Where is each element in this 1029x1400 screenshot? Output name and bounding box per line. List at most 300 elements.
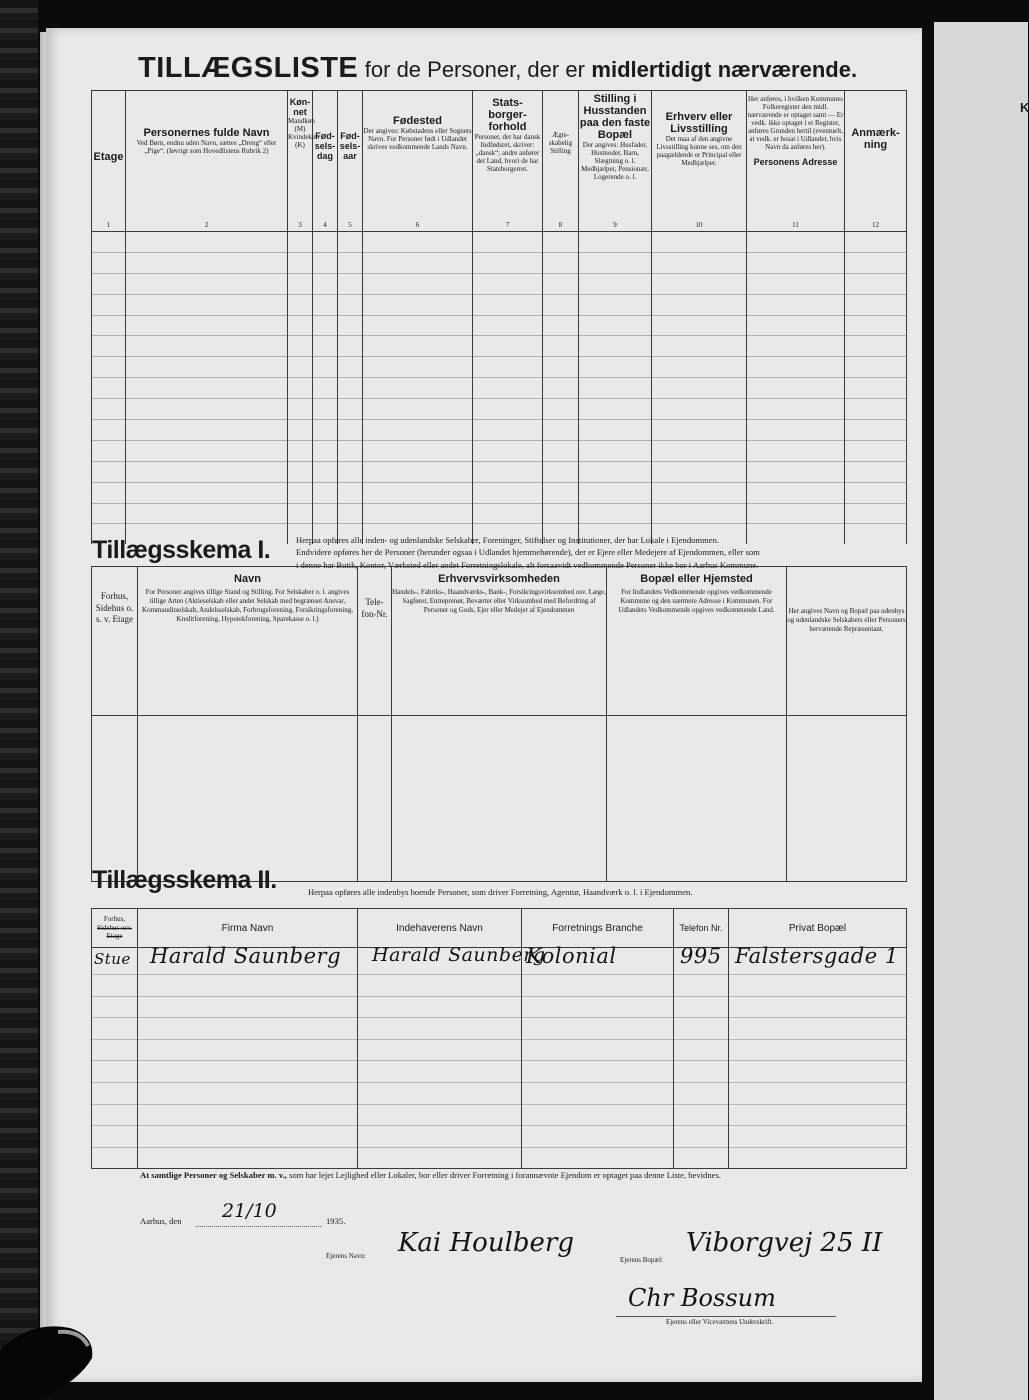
table-cell xyxy=(747,252,845,273)
table-cell xyxy=(92,1061,138,1083)
table-cell xyxy=(522,1018,674,1040)
table-row xyxy=(92,1082,907,1104)
table-cell xyxy=(674,1018,729,1040)
table-cell xyxy=(543,503,579,524)
col-privat-bopael: Privat Bopæl xyxy=(729,909,907,948)
date-line xyxy=(196,1226,321,1227)
table-cell xyxy=(288,378,313,399)
table-cell xyxy=(313,399,338,420)
table-cell xyxy=(338,357,363,378)
table-cell xyxy=(126,440,288,461)
table-header-row xyxy=(92,567,907,716)
table-cell xyxy=(92,482,126,503)
table-cell xyxy=(787,834,907,858)
table-cell xyxy=(787,716,907,740)
table-cell xyxy=(338,273,363,294)
col-foedselsaar: Fød-sels-aar 5 xyxy=(338,91,363,232)
table-cell xyxy=(358,1039,522,1061)
table-cell xyxy=(92,503,126,524)
table-cell xyxy=(338,399,363,420)
table-cell xyxy=(338,461,363,482)
table-cell xyxy=(652,399,747,420)
table-cell xyxy=(522,1104,674,1126)
table-cell xyxy=(652,503,747,524)
table-cell xyxy=(729,1126,907,1148)
owner-address-label: Ejerens Bopæl: xyxy=(620,1256,663,1264)
table-cell xyxy=(747,420,845,441)
table-cell xyxy=(363,503,473,524)
table-cell xyxy=(358,975,522,997)
table-cell xyxy=(473,482,543,503)
table-row xyxy=(92,1104,907,1126)
table-row xyxy=(92,399,907,420)
entry-floor: Stue xyxy=(94,950,131,968)
table-cell xyxy=(652,378,747,399)
table-cell xyxy=(313,232,338,253)
table-cell xyxy=(747,440,845,461)
table-cell xyxy=(358,1126,522,1148)
table-cell xyxy=(138,1126,358,1148)
col-stilling-husstand: Stilling i Husstanden paa den faste Bopæl Der angives: Husfader, Husmoder, Barn, Slægtning o. l. Medhjælper, Pensionær, Logerende o. l. 9 xyxy=(579,91,652,232)
ledger-page xyxy=(46,28,922,1382)
table-row xyxy=(92,948,907,975)
entry-phone: 995 xyxy=(680,944,722,968)
table-cell xyxy=(392,834,607,858)
table-cell xyxy=(845,440,907,461)
table-cell xyxy=(92,975,138,997)
table-cell xyxy=(138,810,358,834)
col-repraesentant: Her angives Navn og Bopæl paa udenbys og udenlandske Selskabers eller Personers herværende Repræsentant. xyxy=(787,567,907,716)
table-cell xyxy=(543,357,579,378)
table-cell xyxy=(358,787,392,811)
table-cell xyxy=(674,1104,729,1126)
table-cell xyxy=(288,273,313,294)
table-cell xyxy=(313,336,338,357)
table-cell xyxy=(358,1104,522,1126)
table-cell xyxy=(522,996,674,1018)
table-cell xyxy=(363,273,473,294)
table-cell xyxy=(358,1018,522,1040)
table-cell xyxy=(845,232,907,253)
table-cell xyxy=(473,378,543,399)
table-cell xyxy=(787,763,907,787)
table-cell xyxy=(747,315,845,336)
table-cell xyxy=(138,740,358,764)
table-cell xyxy=(747,294,845,315)
table-cell xyxy=(845,482,907,503)
table-row xyxy=(92,440,907,461)
signature-line xyxy=(616,1316,836,1317)
table-cell xyxy=(313,461,338,482)
table-cell xyxy=(473,420,543,441)
page-title: TILLÆGSLISTE for de Personer, der er midlertidigt nærværende. xyxy=(138,52,858,84)
table-row xyxy=(92,740,907,764)
table-cell xyxy=(92,252,126,273)
table-cell xyxy=(126,252,288,273)
table-cell xyxy=(543,252,579,273)
table-cell xyxy=(338,503,363,524)
table-cell xyxy=(126,420,288,441)
table-cell xyxy=(92,315,126,336)
table-cell xyxy=(92,787,138,811)
table-cell xyxy=(579,420,652,441)
table-cell xyxy=(845,357,907,378)
table-cell xyxy=(473,440,543,461)
table-cell xyxy=(579,378,652,399)
table-cell xyxy=(338,440,363,461)
table-cell xyxy=(845,294,907,315)
col-foedested: Fødested Der angives: Købstadens eller Sognets Navn. For Personer født i Udlandet skrives vedkommende Lands Navn. 6 xyxy=(363,91,473,232)
owner-name-label: Ejerens Navn: xyxy=(326,1252,366,1260)
table-cell xyxy=(363,482,473,503)
table-cell xyxy=(338,232,363,253)
table-cell xyxy=(338,420,363,441)
table-cell xyxy=(126,315,288,336)
table-cell xyxy=(747,482,845,503)
table-cell xyxy=(579,440,652,461)
table-row xyxy=(92,1061,907,1083)
table-cell xyxy=(747,357,845,378)
col-navn: Navn For Personer angives tillige Stand og Stilling. For Selskaber o. l. angives tillige Arten (Aktieselskab eller andet Selskab med begrænset Ansvar, Kommanditselskab, Andelsselskab, Forbrugsforening, Forsikringsforening, Kreditforening, Hypotekforening, Sparekasse o. l.) xyxy=(138,567,358,716)
page-corner-clip xyxy=(0,1310,110,1400)
entry-firm: Harald Saunberg xyxy=(150,944,342,968)
table-cell xyxy=(473,232,543,253)
table-cell xyxy=(313,440,338,461)
table-cell xyxy=(358,996,522,1018)
table-cell xyxy=(126,461,288,482)
table-cell xyxy=(607,716,787,740)
table-cell xyxy=(313,273,338,294)
table-cell xyxy=(522,1126,674,1148)
table-cell xyxy=(138,787,358,811)
table-cell xyxy=(392,810,607,834)
table-cell xyxy=(92,834,138,858)
table-cell xyxy=(674,1147,729,1169)
table-cell xyxy=(126,482,288,503)
table-cell xyxy=(652,252,747,273)
table-cell xyxy=(392,787,607,811)
table-cell xyxy=(392,763,607,787)
table-cell xyxy=(543,399,579,420)
entry-branch: Kolonial xyxy=(526,944,617,968)
owner-name: Kai Houlberg xyxy=(398,1228,574,1258)
table-cell xyxy=(358,1061,522,1083)
table-cell xyxy=(522,1147,674,1169)
table-cell xyxy=(543,336,579,357)
table-cell xyxy=(543,294,579,315)
table-cell xyxy=(92,1147,138,1169)
table-row xyxy=(92,357,907,378)
table-cell xyxy=(288,440,313,461)
table-cell xyxy=(288,503,313,524)
table-cell xyxy=(674,1126,729,1148)
table-row xyxy=(92,787,907,811)
table-cell xyxy=(358,763,392,787)
table-cell xyxy=(126,273,288,294)
table-cell xyxy=(579,399,652,420)
table-cell xyxy=(607,740,787,764)
table-header-row xyxy=(92,909,907,948)
col-navn: Personernes fulde Navn Ved Børn, endnu uden Navn, sættes „Dreng“ eller „Pige“. (Iøvrigt som Hovedlistens Rubrik 2) 2 xyxy=(126,91,288,232)
table-row xyxy=(92,1018,907,1040)
table-cell xyxy=(674,1061,729,1083)
table-cell xyxy=(92,461,126,482)
table-cell xyxy=(747,232,845,253)
table-cell xyxy=(652,315,747,336)
table-row xyxy=(92,232,907,253)
table-row xyxy=(92,503,907,524)
table-cell xyxy=(138,716,358,740)
col-statsborgerforhold: Stats-borger-forhold Personer, der har dansk Indfødsret, skriver: „dansk“; andre anfører det Land, hvori de har Statsborgerret. 7 xyxy=(473,91,543,232)
table-cell xyxy=(313,252,338,273)
table-cell xyxy=(729,975,907,997)
book-binding xyxy=(0,0,38,1400)
table-cell xyxy=(138,996,358,1018)
table-cell xyxy=(138,763,358,787)
table-cell xyxy=(652,357,747,378)
table-cell xyxy=(338,482,363,503)
footer-year: 1935. xyxy=(326,1216,346,1226)
table-cell xyxy=(729,1039,907,1061)
table-row xyxy=(92,834,907,858)
table-cell xyxy=(747,273,845,294)
table-cell xyxy=(363,378,473,399)
col-foedselsdag: Fød-sels-dag 4 xyxy=(313,91,338,232)
table-cell xyxy=(92,996,138,1018)
table-cell xyxy=(652,294,747,315)
table-cell xyxy=(522,1039,674,1061)
table-cell xyxy=(288,252,313,273)
table-cell xyxy=(845,503,907,524)
table-cell xyxy=(92,1082,138,1104)
table-row xyxy=(92,1147,907,1169)
table-cell xyxy=(338,252,363,273)
table-cell xyxy=(92,763,138,787)
table-cell xyxy=(92,336,126,357)
col-forretnings-branche: Forretnings Branche xyxy=(522,909,674,948)
table-cell xyxy=(729,996,907,1018)
footer-statement: At samtlige Personer og Selskaber m. v., som har lejet Lejlighed eller Lokaler, bor eller driver Forretning i forannævnte Ejendom er optaget paa denne Liste, bevidnes. xyxy=(140,1170,721,1180)
table-cell xyxy=(338,294,363,315)
table-cell xyxy=(313,357,338,378)
table-cell xyxy=(313,315,338,336)
table-cell xyxy=(358,810,392,834)
table-header-row xyxy=(92,91,907,232)
skema2-rows xyxy=(92,975,907,1169)
table-cell xyxy=(652,232,747,253)
table-cell xyxy=(747,378,845,399)
table-row xyxy=(92,294,907,315)
table-cell xyxy=(358,740,392,764)
table-cell xyxy=(845,315,907,336)
table-cell xyxy=(607,763,787,787)
table-cell xyxy=(543,315,579,336)
table-cell xyxy=(543,378,579,399)
table-cell xyxy=(845,252,907,273)
table-cell xyxy=(543,232,579,253)
footer-city: Aarhus, den xyxy=(140,1216,182,1226)
table-cell xyxy=(729,1082,907,1104)
table-cell xyxy=(674,975,729,997)
table-cell xyxy=(579,315,652,336)
table-cell xyxy=(607,834,787,858)
table-cell xyxy=(92,378,126,399)
table-row xyxy=(92,336,907,357)
table-cell xyxy=(543,461,579,482)
table-cell xyxy=(92,294,126,315)
skema2-table xyxy=(91,908,907,1169)
table-cell xyxy=(473,315,543,336)
table-cell xyxy=(126,503,288,524)
signature-label: Ejerens eller Viceværtens Underskrift. xyxy=(666,1318,774,1326)
table-cell xyxy=(607,810,787,834)
table-cell xyxy=(363,294,473,315)
table-cell xyxy=(543,482,579,503)
table-cell xyxy=(358,834,392,858)
col-telefon: Tele-fon-Nr. xyxy=(358,567,392,716)
table-cell xyxy=(543,420,579,441)
table-cell xyxy=(313,420,338,441)
col-firma-navn: Firma Navn xyxy=(138,909,358,948)
table-cell xyxy=(787,787,907,811)
table-cell xyxy=(543,273,579,294)
table-cell xyxy=(845,273,907,294)
table-row xyxy=(92,975,907,997)
table-cell xyxy=(92,273,126,294)
table-cell xyxy=(138,975,358,997)
table-cell xyxy=(652,461,747,482)
table-cell xyxy=(473,357,543,378)
table-row xyxy=(92,482,907,503)
table-cell xyxy=(358,1147,522,1169)
col-adresse: Her anføres, i hvilken Kommunes Folkeregister den midl. nærværende er optaget samt — Er vedk. ikke optaget i et Register, anføres Grunden hertil (eventuelt, at vedk. er bosat i Udlandet, hvis Navn da anføres her). Personens Adresse 11 xyxy=(747,91,845,232)
table-row xyxy=(92,273,907,294)
table-row xyxy=(92,378,907,399)
table-cell xyxy=(126,378,288,399)
table-cell xyxy=(522,975,674,997)
table-cell xyxy=(288,336,313,357)
table-cell xyxy=(92,399,126,420)
table-cell xyxy=(543,440,579,461)
table-cell xyxy=(363,357,473,378)
table-cell xyxy=(845,420,907,441)
col-erhvervsvirksomheden: Erhvervsvirksomheden Handels-, Fabriks-, Haandværks-, Bank-, Forsikringsvirksomhed osv. Læge, Sagfører, Entreprenør, Beværter eller Virksomhed med Befordring af Personer og Gods, Ejer eller Medejer af Ejendommen xyxy=(392,567,607,716)
table-cell xyxy=(126,294,288,315)
table-cell xyxy=(92,1039,138,1061)
table-cell xyxy=(473,503,543,524)
col-bopael: Bopæl eller Hjemsted For Indlandets Vedkommende opgives vedkommende Kommune og den nærmere Adresse i Kommunen. For Udlandets Vedkommende opgives vedkommende Land. xyxy=(607,567,787,716)
skema2-title: Tillægsskema II. xyxy=(92,866,277,894)
table-cell xyxy=(338,378,363,399)
table-cell xyxy=(92,440,126,461)
table-cell xyxy=(92,1104,138,1126)
table-cell xyxy=(358,716,392,740)
table-cell xyxy=(747,336,845,357)
table-cell xyxy=(92,716,138,740)
table-cell xyxy=(652,420,747,441)
table-cell xyxy=(747,399,845,420)
col-telefon: Telefon Nr. xyxy=(674,909,729,948)
table-cell xyxy=(126,399,288,420)
entry-home: Falstersgade 1 xyxy=(735,944,899,968)
table-cell xyxy=(92,420,126,441)
signature: Chr Bossum xyxy=(628,1284,776,1312)
table-cell xyxy=(674,1082,729,1104)
table-cell xyxy=(652,440,747,461)
table-cell xyxy=(358,1082,522,1104)
skema2-description: Herpaa opføres alle indenbys boende Personer, som driver Forretning, Agentur, Haandværk o. l. i Ejendommen. xyxy=(308,887,693,897)
col-etage: Etage 1 xyxy=(92,91,126,232)
table-row xyxy=(92,252,907,273)
table-cell xyxy=(92,810,138,834)
table-cell xyxy=(138,1061,358,1083)
adjacent-page: K xyxy=(934,22,1028,1400)
table-cell xyxy=(845,336,907,357)
table-cell xyxy=(652,273,747,294)
table-cell xyxy=(363,315,473,336)
table-cell xyxy=(787,857,907,881)
col-floor: Forhus, Sidehus osv. Etage xyxy=(92,909,138,948)
table-cell xyxy=(473,461,543,482)
table-cell xyxy=(607,857,787,881)
table-row xyxy=(92,810,907,834)
skema1-table xyxy=(91,566,907,882)
table-cell xyxy=(92,740,138,764)
table-cell xyxy=(288,294,313,315)
table-cell xyxy=(787,810,907,834)
table-cell xyxy=(729,1018,907,1040)
table-cell xyxy=(652,482,747,503)
table-cell xyxy=(579,336,652,357)
table-cell xyxy=(845,461,907,482)
footer-date: 21/10 xyxy=(222,1200,277,1222)
table-cell xyxy=(288,420,313,441)
table-cell xyxy=(579,461,652,482)
table-cell xyxy=(338,336,363,357)
table-cell xyxy=(288,232,313,253)
table-cell xyxy=(674,1039,729,1061)
col-koen: Køn-net Mandkøn (M) Kvindekøn (K) 3 xyxy=(288,91,313,232)
table-cell xyxy=(138,1104,358,1126)
table-cell xyxy=(579,503,652,524)
table-cell xyxy=(126,357,288,378)
table-cell xyxy=(313,294,338,315)
table-cell xyxy=(338,315,363,336)
table-cell xyxy=(126,336,288,357)
table-cell xyxy=(674,996,729,1018)
table-cell xyxy=(313,503,338,524)
table-cell xyxy=(288,482,313,503)
table-cell xyxy=(138,1039,358,1061)
table-cell xyxy=(92,1018,138,1040)
table-cell xyxy=(392,740,607,764)
table-cell xyxy=(579,294,652,315)
skema1-rows xyxy=(92,716,907,882)
table-cell xyxy=(92,1126,138,1148)
table-cell xyxy=(729,1104,907,1126)
table-cell xyxy=(845,378,907,399)
table-cell xyxy=(313,482,338,503)
table-cell xyxy=(522,1061,674,1083)
table-cell xyxy=(392,857,607,881)
table-row xyxy=(92,763,907,787)
tillaegsliste-rows xyxy=(92,232,907,545)
table-cell xyxy=(363,252,473,273)
table-cell xyxy=(363,461,473,482)
entry-owner: Harald Saunberg xyxy=(372,944,546,966)
table-cell xyxy=(288,399,313,420)
table-cell xyxy=(729,1061,907,1083)
